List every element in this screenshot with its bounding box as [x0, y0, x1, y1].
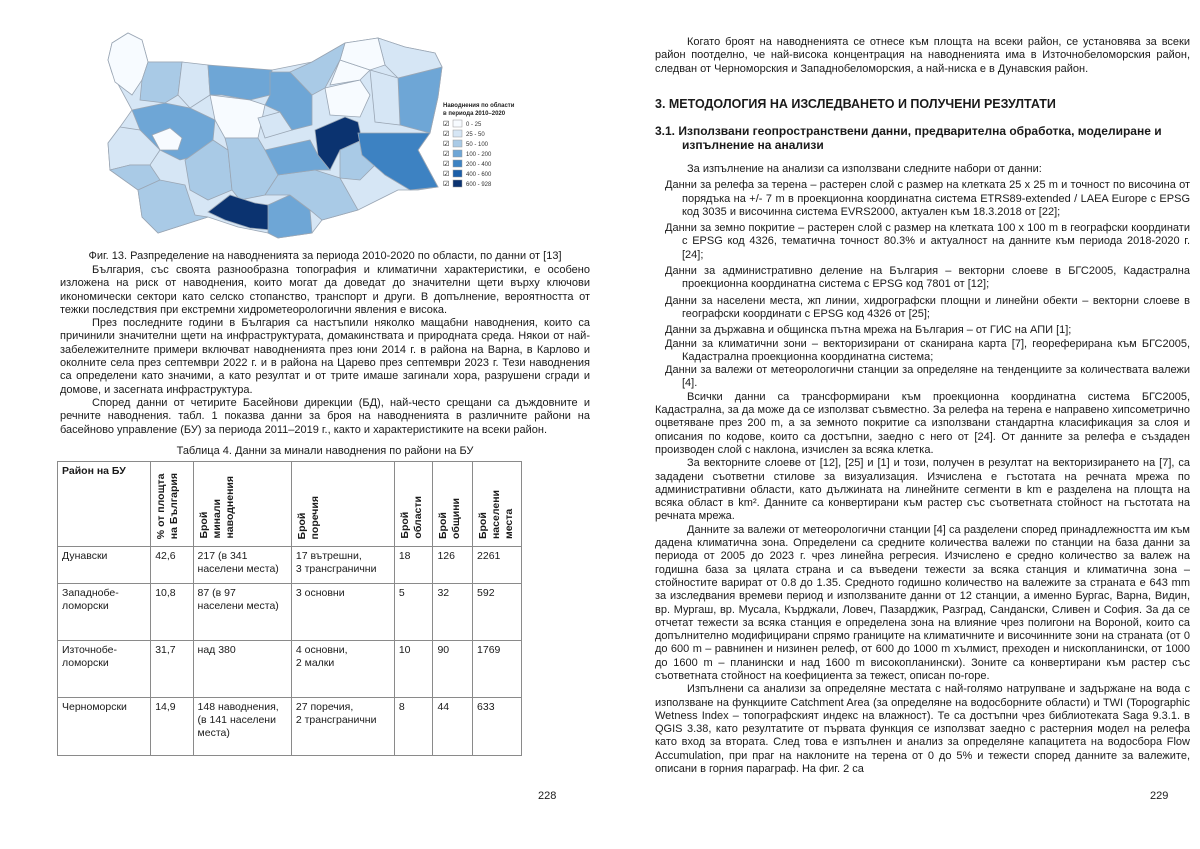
paragraph: За изпълнение на анализи са използвани следните набори от данни: [687, 163, 1042, 175]
legend-checkbox[interactable]: ☑ [443, 131, 450, 138]
list-item: Данни за климатични зони – векторизирани от сканирана карта [7], геореферирана към БГС2005, Кадастрална проекционна координатна система; [665, 337, 1190, 363]
table-row [58, 584, 522, 641]
subsection-heading: 3.1. Използвани геопространствени данни, предварителна обработка, моделиране и изпълнение на анализи [655, 124, 1162, 152]
legend-label: 0 - 25 [466, 122, 482, 128]
table-cell: Черноморски [58, 698, 151, 756]
table-cell: 4 основни, 2 малки [291, 641, 394, 698]
paragraph: За векторните слоеве от [12], [25] и [1] и този, получен в резултат на векторизирането на [7], са зададени съответни стилове за визуализация. Изчислена е гъстотата на речната мрежа по административни области, като дължината на линейните сегменти в km е разделена на площта на всяка област в km². Данните са конвертирани към растер със съответната стойност на гъстотата на речната мрежа. [655, 457, 1190, 523]
paragraph: България, със своята разнообразна топография и климатични характеристики, е особено изложена на риск от наводнения, които могат да доведат до значителни щети върху ключови икономически сектори като селско стопанство, транспорт и други. В допълнение, вероятността от тежки последствия при екстремни хидрометеорологични явления е висока. [60, 264, 590, 316]
map-region-pleven [208, 65, 272, 100]
legend-subtitle: в периода 2010–2020 [443, 111, 506, 117]
map-legend [443, 102, 515, 188]
legend-label: 400 - 600 [466, 172, 492, 178]
table-cell: Дунавски [58, 547, 151, 584]
table-cell: 10,8 [151, 584, 193, 641]
right-body [655, 163, 1190, 776]
list-item: Данни за валежи от метеорологични станции за определяне на тенденциите за количествата валежи [4]. [665, 364, 1190, 390]
section-heading: 3. МЕТОДОЛОГИЯ НА ИЗСЛЕДВАНЕТО И ПОЛУЧЕНИ РЕЗУЛТАТИ [655, 97, 1056, 111]
table-cell: 8 [394, 698, 433, 756]
legend-label: 25 - 50 [466, 132, 485, 138]
list-item: Данни за релефа за терена – растерен слой с размер на клетката 25 x 25 m и точност по височина от порядъка на +/- 7 m в проекционна координатна система ETRS89-extended / LAEA Europe с EPSG код 3035 и височинна система EVRS2000, актуален към 18.3.2018 от [22]; [665, 179, 1190, 218]
legend-checkbox[interactable]: ☑ [443, 171, 450, 178]
paragraph: Когато броят на наводненията се отнесе към площта на всеки район, се установява за всеки район поотделно, че най-висока концентрация на наводненията има в Източнобеломорския район, следван от Черноморския и Западнобеломорския, а най-ниска е в Дунавския район. [655, 36, 1190, 75]
paragraph: Изпълнени са анализи за определяне местата с най-голямо натрупване и задържане на вода с използване на функциите Catchment Area (за определяне на водосборните области) и TWI (Topographic Wetness Index – топографският индекс на влажност). Те са достъпни чрез библиотеката Saga 9.3.1. в QGIS 3.38, като резултатите от първата функция се използват заедно с растерния модел на релефа като вход за втората. След това е изпълнен и анализ за определяне капацитета на водосбора Flow Accumulation, при праг на наклоните на терена от 0 до 5% и тежести според данните за валежите, описани в горния параграф. На фиг. 2 са [655, 683, 1190, 776]
legend-label: 50 - 100 [466, 142, 489, 148]
legend-checkbox[interactable]: ☑ [443, 161, 450, 168]
table-cell: 27 поречия, 2 трансгранични [291, 698, 394, 756]
legend-swatch [453, 120, 462, 127]
table-row [58, 641, 522, 698]
table-cell: 2261 [473, 547, 522, 584]
legend-checkbox[interactable]: ☑ [443, 151, 450, 158]
legend-swatch [453, 170, 462, 177]
map-region-varna [398, 67, 442, 133]
column-header: Брой области [394, 462, 433, 547]
list-item: Данни за държавна и общинска пътна мрежа на България – от ГИС на АПИ [1]; [665, 324, 1072, 337]
table-cell: Източнобе- ломорски [58, 641, 151, 698]
column-header: Район на БУ [58, 462, 151, 547]
column-header: Брой населени места [473, 462, 522, 547]
flood-map-figure [100, 25, 560, 250]
table-cell: 44 [433, 698, 473, 756]
table-row [58, 698, 522, 756]
column-header: Брой минали наводнения [193, 462, 291, 547]
left-body [60, 264, 590, 437]
table-cell: 90 [433, 641, 473, 698]
table-cell: над 380 [193, 641, 291, 698]
column-header: Брой поречия [291, 462, 394, 547]
legend-checkbox[interactable]: ☑ [443, 181, 450, 188]
map-region-shumen [370, 70, 400, 125]
paragraph: Данните за валежи от метеорологични станции [4] са разделени според принадлежността им към дадена климатична зона. Определени са средните количества валежи по станции на база данни за периода от 2005 до 2023 г. чрез линейна регресия. Изчислено е средно количество за валеж на годишна база за цялата страна и са въведени тежести за всяка станция и климатична зона – стойностите варират от 0.8 до 1.35. Средното годишно количество на валежите за страната е 643 mm за изследвания времеви период и използваните данни от 12 станции, а именно Бургас, Варна, Видин, вр. Мургаш, вр. Мусала, Кърджали, Ловеч, Пазарджик, Разград, Сандански, Сливен и София. За да се отчетат тежести за всяка станция е определена зона на влияние чрез полигони на Вороной, които са допълнително модифицирани спрямо границите на климатичните и височинните зони на страната (от 0 до 600 m – равнинен и низинен релеф, от 600 до 1000 m хълмист, преходен и нископланински, от 1000 до 1600 m – планински и над 1600 m високопланински). Зоните са конвертирани към растер със съответната стойност на коефициента за тежест, описан по-горе. [655, 523, 1190, 682]
table-cell: 32 [433, 584, 473, 641]
list-item: Данни за земно покритие – растерен слой с размер на клетката 100 x 100 m в географски координати с EPSG код 4326, тематична точност 80.3% и актуалност на данните към периода 2018-2020 г. [24]; [665, 222, 1190, 261]
table-header-row [58, 462, 522, 547]
table-row [58, 547, 522, 584]
page-number: 229 [1150, 790, 1169, 802]
floods-table [57, 461, 522, 756]
legend-label: 200 - 400 [466, 162, 492, 168]
table-cell: 18 [394, 547, 433, 584]
table-cell: 3 основни [291, 584, 394, 641]
table-cell: 14,9 [151, 698, 193, 756]
table-cell: 87 (в 97 населени места) [193, 584, 291, 641]
map-region-montana [140, 62, 182, 103]
table-cell: 592 [473, 584, 522, 641]
table-cell: Западнобе- ломорски [58, 584, 151, 641]
legend-swatch [453, 130, 462, 137]
legend-swatch [453, 150, 462, 157]
table-cell: 10 [394, 641, 433, 698]
table-cell: 17 вътрешни, 3 трансгранични [291, 547, 394, 584]
table-cell: 42,6 [151, 547, 193, 584]
paragraph: През последните години в България са настъпили няколко мащабни наводнения, които са причинили значителни щети на инфраструктурата, домакинствата и природната среда. Някои от най-забележителните примери включват наводненията през юни 2014 г. в района на Варна, в Карлово и околните села през септември 2022 г. и в района на Царево през септември 2023 г. Тези наводнения са определени като значими, а като резултат и от трите имаше загинали хора, разрушени сгради и домове, и засегната инфраструктура. [60, 317, 590, 396]
legend-swatch [453, 180, 462, 187]
legend-swatch [453, 160, 462, 167]
table-cell: 1769 [473, 641, 522, 698]
column-header: Брой общини [433, 462, 473, 547]
legend-title: Наводнения по области [443, 103, 515, 109]
table-cell: 148 наводнения, (в 141 населени места) [193, 698, 291, 756]
table-caption: Таблица 4. Данни за минали наводнения по райони на БУ [176, 445, 474, 457]
table-cell: 126 [433, 547, 473, 584]
legend-label: 100 - 200 [466, 152, 492, 158]
table-cell: 31,7 [151, 641, 193, 698]
list-item: Данни за населени места, жп линии, хидрографски площни и линейни обекти – векторни слоеве в географски координати с EPSG код 4326 от [25]; [665, 294, 1190, 320]
table-cell: 5 [394, 584, 433, 641]
figure-caption: Фиг. 13. Разпределение на наводненията за периода 2010-2020 по области, по данни от [13] [88, 250, 562, 262]
table-cell: 633 [473, 698, 522, 756]
legend-checkbox[interactable]: ☑ [443, 121, 450, 128]
column-header: % от площта на България [151, 462, 193, 547]
legend-swatch [453, 140, 462, 147]
legend-checkbox[interactable]: ☑ [443, 141, 450, 148]
table-cell: 217 (в 341 населени места) [193, 547, 291, 584]
legend-label: 600 - 928 [466, 182, 492, 188]
paragraph: Според данни от четирите Басейнови дирекции (БД), най-често срещани са дъждовните и речните наводнения. табл. 1 показва данни за броя на наводненията в различните райони на басейново управление (БУ) за периода 2011–2019 г., както и характеристиките на всеки район. [60, 396, 590, 436]
paragraph: Всички данни са трансформирани към проекционна координатна система БГС2005, Кадастрална, за да може да се използват съвместно. За релефа на терена е направено хипсометрично оцветяване през 200 m, а за земното покритие са използвани стандартна класификация за слоя и описания по кодове, които са достъпни, заедно с него от [24]. От данните за релефа е създаден производен слой с наклона, изчислен за всяка клетка. [655, 390, 1190, 456]
page-number: 228 [538, 790, 557, 802]
list-item: Данни за административно деление на България – векторни слоеве в БГС2005, Кадастрална проекционна координатна система с EPSG код 7801 от [12]; [665, 265, 1190, 291]
